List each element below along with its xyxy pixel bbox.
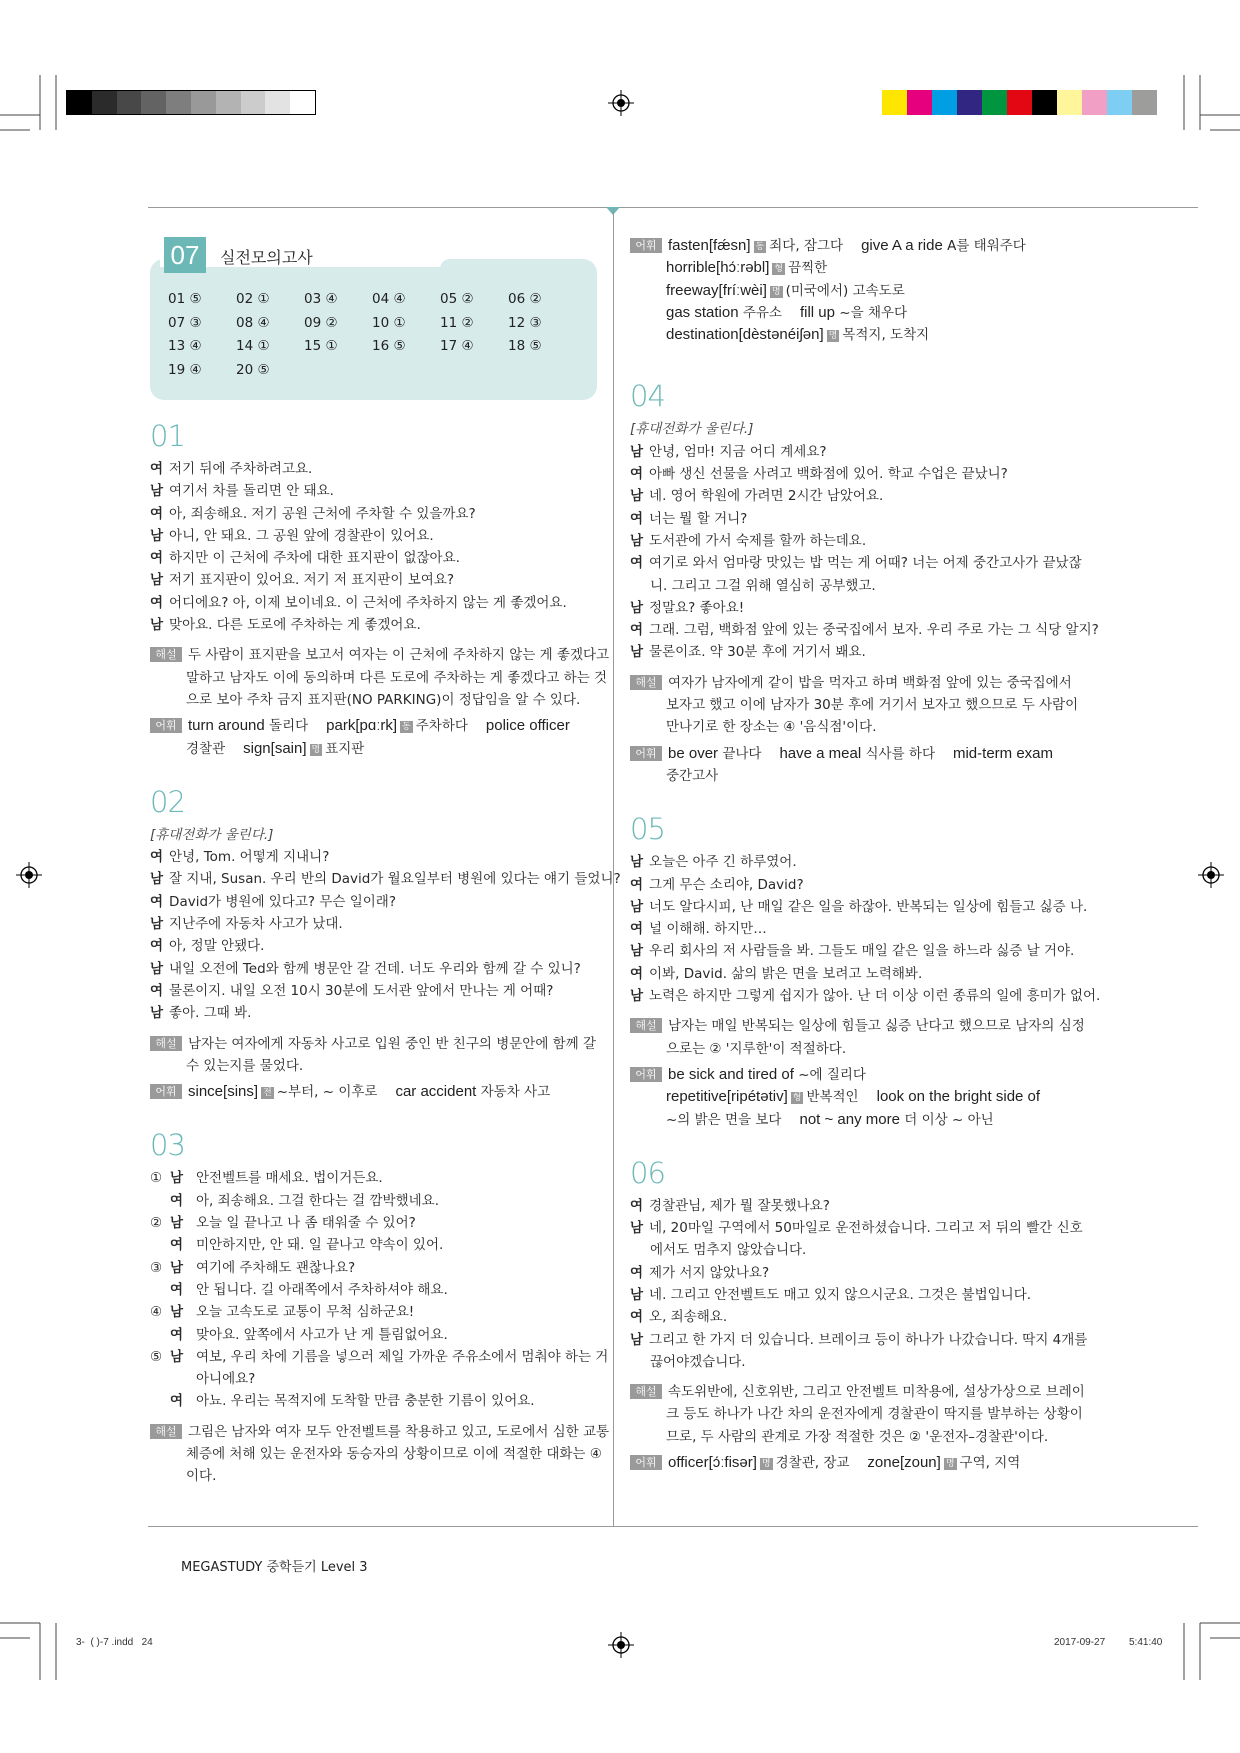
line-text: 정말요? 좋아요! [649, 599, 745, 616]
line-text: 아, 죄송해요. 그걸 한다는 걸 깜박했네요. [196, 1192, 439, 1209]
line-text: 에서도 멈추지 않았습니다. [650, 1242, 807, 1259]
dialogue-line [630, 530, 1085, 552]
vocab-03: 어휘 fasten[fǽsn] 동 죄다, 잠그다 give A a ride A를 태워주다 horrible[hɔ́ːrəbl] 형 끔찍한 freeway[fríːwèi] 명 (미국에서) 고속도로 gas station 주유소 fill up ~을 채우다 destination[dèstənéiʃən] 명 목적지, 도착지 [630, 235, 1085, 346]
vocab-tag: 어휘 [150, 718, 182, 733]
dialogue-line [150, 891, 605, 913]
choice-number: ① [150, 1170, 163, 1187]
line-text: 그래. 그럼, 백화점 앞에 있는 중국집에서 보자. 우리 주로 가는 그 식당 알지? [649, 622, 1099, 639]
line-text: 아빠 생신 선물을 사려고 백화점에 있어. 학교 수업은 끝났니? [649, 466, 1008, 483]
speaker: 여 [170, 1281, 184, 1298]
answer-item: 03 ④ [304, 291, 338, 307]
speaker: 여 [150, 982, 164, 999]
line-text: 니. 그리고 그걸 위해 열심히 공부했고. [650, 577, 876, 594]
dialogue-line [630, 985, 1101, 1007]
speaker: 여 [170, 1393, 184, 1410]
speaker: 남 [630, 1220, 644, 1237]
answer-item: 12 ③ [508, 314, 542, 331]
dialogue-line [150, 958, 605, 980]
registration-mark-left-icon [16, 862, 42, 888]
answer-item: 10 ① [372, 314, 406, 331]
section-number-06: 06 [630, 1155, 665, 1190]
dialogue-line [150, 1324, 605, 1346]
dialogue-line [630, 619, 1099, 641]
speaker: 남 [150, 916, 164, 933]
explanation-tag: 해설 [630, 1018, 662, 1033]
line-text: 저기 표지판이 있어요. 저기 저 표지판이 보여요? [169, 572, 455, 589]
dialogue-line [630, 896, 1088, 918]
dialogue-line [150, 980, 605, 1002]
speaker: 여 [150, 893, 164, 910]
speaker: 남 [170, 1215, 184, 1232]
explanation-04: 해설 여자가 남자에게 같이 밥을 먹자고 하며 백화점 앞에 있는 중국집에서 보자고 했고 이에 남자가 30분 후에 거기서 보자고 했으므로 두 사람이 만나기로 한 장소는 ④ '음식점'이다. [630, 672, 1085, 739]
vocab-06: 어휘 officer[ɔ́ːfisər] 명 경찰관, 장교 zone[zoun] 명 구역, 지역 [630, 1452, 1085, 1474]
line-text: 여보, 우리 차에 기름을 넣으러 제일 가까운 주유소에서 멈춰야 하는 거 [196, 1348, 609, 1365]
line-text: 잘 지내, Susan. 우리 반의 David가 월요일부터 병원에 있다는 얘기 들었니? [169, 871, 621, 888]
dialogue-line [150, 1190, 605, 1212]
speaker: 여 [150, 461, 164, 477]
answer-item: 17 ④ [440, 338, 474, 354]
dialogue-03 [150, 1167, 609, 1412]
speaker: 여 [630, 622, 644, 639]
line-text: 아, 정말 안됐다. [169, 938, 265, 955]
speaker: 남 [170, 1304, 184, 1321]
line-text: 오늘 고속도로 교통이 무척 심하군요! [196, 1304, 415, 1321]
dialogue-line [630, 597, 1085, 619]
dialogue-line [630, 874, 1085, 896]
explanation-02: 해설 남자는 여자에게 자동차 사고로 입원 중인 반 친구의 병문안에 함께 갈 수 있는지를 물었다. [150, 1033, 605, 1078]
explanation-tag: 해설 [630, 1384, 662, 1399]
dialogue-line [630, 1195, 1085, 1217]
answer-key-panel [150, 237, 597, 400]
speaker: 여 [630, 876, 644, 893]
line-text: 우리 회사의 저 사람들을 봐. 그들도 매일 같은 일을 하느라 싫증 날 거야. [649, 943, 1075, 960]
speaker: 여 [150, 594, 164, 611]
dialogue-line [150, 935, 605, 957]
dialogue-line [630, 552, 1085, 574]
dialogue-line [150, 592, 605, 614]
speaker: 여 [630, 1197, 644, 1214]
line-text: 경찰관님, 제가 뭘 잘못했나요? [649, 1197, 830, 1214]
line-text: 너는 뭘 할 거니? [649, 510, 748, 527]
line-text: 맞아요. 앞쪽에서 사고가 난 게 틀림없어요. [196, 1326, 448, 1343]
answer-item: 19 ④ [168, 361, 202, 378]
dialogue-line [150, 1257, 605, 1279]
dialogue-line [630, 575, 1085, 597]
line-text: 오늘 일 끝나고 나 좀 태워줄 수 있어? [196, 1215, 416, 1232]
speaker: 여 [170, 1192, 184, 1209]
speaker: 여 [170, 1326, 184, 1343]
dialogue-line [150, 458, 605, 480]
answer-item: 07 ③ [168, 314, 202, 331]
line-text: 도서관에 가서 숙제를 할까 하는데요. [649, 532, 867, 549]
vocab-05: 어휘 be sick and tired of ~에 질리다 repetitive[ripétətiv] 형 반복적인 look on the bright side of ~의 밝은 면을 보다 not ~ any more 더 이상 ~ 아닌 [630, 1064, 1085, 1131]
line-text: 안녕, Tom. 어떻게 지내니? [169, 849, 330, 866]
section-number-01: 01 [150, 419, 185, 453]
section-number-05: 05 [630, 812, 665, 847]
speaker: 남 [630, 443, 644, 460]
dialogue-line [150, 569, 605, 591]
dialogue-line [150, 1167, 605, 1189]
speaker: 여 [630, 965, 644, 982]
speaker: 여 [630, 555, 644, 572]
line-text: 네. 영어 학원에 가려면 2시간 남았어요. [649, 488, 884, 505]
dialogue-line [630, 441, 1085, 463]
dialogue-01 [150, 458, 605, 636]
line-text: 이봐, David. 삶의 밝은 면을 보려고 노력해봐. [649, 965, 923, 982]
answer-item: 18 ⑤ [508, 338, 542, 354]
vocab-01: 어휘 turn around 돌리다 park[pɑːrk] 동 주차하다 police officer 경찰관 sign[sain] 명 표지판 [150, 715, 605, 760]
explanation-06: 해설 속도위반에, 신호위반, 그리고 안전벨트 미착용에, 설상가상으로 브레이 크 등도 하나가 나간 차의 운전자에게 경찰관이 딱지를 발부하는 상황이 므로, 두 사람의 관계로 가장 적절한 것은 ② '운전자–경찰관'이다. [630, 1381, 1085, 1448]
speaker: 남 [630, 1286, 644, 1303]
dialogue-line [150, 547, 605, 569]
dialogue-line [150, 846, 605, 868]
line-text: 노력은 하지만 그렇게 쉽지가 않아. 난 더 이상 이런 종류의 일에 흥미가 없어. [649, 988, 1101, 1005]
speaker: 남 [150, 871, 164, 888]
explanation-tag: 해설 [150, 647, 182, 662]
section-number-03: 03 [150, 1128, 185, 1163]
dialogue-line [630, 463, 1085, 485]
line-text: 오늘은 아주 긴 하루였어. [649, 854, 797, 871]
dialogue-line [150, 1390, 605, 1412]
left-column [150, 418, 621, 1488]
choice-number: ④ [150, 1304, 163, 1321]
dialogue-line [630, 1329, 1088, 1351]
speaker: 남 [170, 1170, 184, 1187]
dialogue-line [630, 1239, 1085, 1261]
dialogue-05 [630, 851, 1101, 1007]
dialogue-line [150, 1279, 605, 1301]
speaker: 남 [150, 527, 164, 544]
answer-item: 20 ⑤ [236, 361, 270, 378]
choice-number: ② [150, 1215, 163, 1232]
vocab-tag: 어휘 [630, 1067, 662, 1082]
speaker: 여 [170, 1237, 184, 1254]
dialogue-line [150, 1002, 605, 1024]
registration-mark-bottom-icon [608, 1632, 634, 1658]
speaker: 남 [630, 488, 644, 505]
column-divider [613, 208, 614, 1526]
speaker: 여 [630, 1309, 644, 1326]
speaker: 여 [150, 938, 164, 955]
dialogue-line [150, 868, 621, 890]
line-text: David가 병원에 있다고? 무슨 일이래? [169, 893, 397, 910]
vocab-04: 어휘 be over 끝나다 have a meal 식사를 하다 mid-term exam 중간고사 [630, 743, 1085, 788]
line-text: 하지만 이 근처에 주차에 대한 표지판이 없잖아요. [169, 550, 460, 567]
stage-direction-02: [휴대전화가 울린다.] [150, 826, 274, 843]
vocab-tag: 어휘 [630, 238, 662, 253]
section-number-04: 04 [630, 379, 665, 414]
speaker: 남 [150, 483, 164, 500]
explanation-tag: 해설 [150, 1036, 182, 1051]
dialogue-line [630, 1262, 1085, 1284]
dialogue-line [150, 614, 605, 636]
line-text: 제가 서지 않았나요? [649, 1264, 770, 1281]
line-text: 여기서 차를 돌리면 안 돼요. [169, 483, 334, 500]
print-date: 2017-09-27 [1054, 1637, 1106, 1648]
explanation-01: 해설 두 사람이 표지판을 보고서 여자는 이 근처에 주차하지 않는 게 좋겠다고 말하고 남자도 이에 동의하며 다른 도로에 주차하는 게 좋겠다고 하는 것 으로 보아 주차 금지 표지판(NO PARKING)이 정답임을 알 수 있다. [150, 644, 605, 711]
speaker: 남 [630, 898, 644, 915]
test-title: 실전모의고사 [220, 248, 313, 267]
speaker: 남 [630, 943, 644, 960]
speaker: 남 [630, 599, 644, 616]
line-text: 물론이지. 내일 오전 10시 30분에 도서관 앞에서 만나는 게 어때? [169, 982, 554, 999]
speaker: 여 [630, 510, 644, 527]
line-text: 여기로 와서 엄마랑 맛있는 밥 먹는 게 어때? 너는 어제 중간고사가 끝났잖 [649, 555, 1082, 572]
vocab-tag: 어휘 [630, 1455, 662, 1470]
answer-item: 06 ② [508, 291, 542, 307]
line-text: 아, 죄송해요. 저기 공원 근처에 주차할 수 있을까요? [169, 505, 476, 522]
dialogue-06 [630, 1195, 1088, 1373]
speaker: 남 [630, 854, 644, 871]
dialogue-02 [150, 846, 621, 1024]
speaker: 남 [150, 1005, 164, 1022]
line-text: 네, 20마일 구역에서 50마일로 운전하셨습니다. 그리고 저 뒤의 빨간 신호 [649, 1220, 1083, 1237]
speaker: 남 [630, 532, 644, 549]
answer-item: 14 ① [236, 338, 270, 354]
test-number-badge: 07 [164, 237, 206, 273]
answer-item: 13 ④ [168, 338, 202, 354]
dialogue-line [630, 641, 1085, 663]
line-text: 맞아요. 다른 도로에 주차하는 게 좋겠어요. [169, 617, 421, 634]
dialogue-line [630, 508, 1085, 530]
line-text: 물론이죠. 약 30분 후에 거기서 봬요. [649, 644, 866, 661]
line-text: 지난주에 자동차 사고가 났대. [169, 916, 343, 933]
top-rule [148, 207, 1198, 208]
registration-mark-right-icon [1198, 862, 1224, 888]
speaker: 여 [630, 466, 644, 483]
dialogue-line [150, 1301, 605, 1323]
dialogue-line [630, 918, 1085, 940]
print-time: 5:41:40 [1129, 1637, 1163, 1648]
speaker: 남 [630, 988, 644, 1005]
dialogue-04 [630, 441, 1099, 664]
explanation-tag: 해설 [630, 675, 662, 690]
answer-row [168, 338, 576, 362]
speaker: 남 [150, 960, 164, 977]
dialogue-line [630, 1284, 1085, 1306]
dialogue-line [150, 1368, 605, 1390]
section-number-02: 02 [150, 784, 185, 819]
line-text: 끊어야겠습니다. [650, 1353, 746, 1370]
answer-row [168, 362, 576, 386]
vocab-tag: 어휘 [150, 1084, 182, 1099]
line-text: 안전벨트를 매세요. 법이거든요. [196, 1170, 383, 1187]
line-text: 여기에 주차해도 괜찮나요? [196, 1259, 356, 1276]
answer-row [168, 291, 576, 315]
choice-number: ③ [150, 1259, 163, 1276]
registration-mark-top-icon [608, 90, 634, 116]
line-text: 안 됩니다. 길 아래쪽에서 주차하셔야 해요. [196, 1281, 448, 1298]
file-slug: 3- ( )-7 .indd 24 [76, 1637, 153, 1648]
dialogue-line [150, 525, 605, 547]
dialogue-line [630, 1217, 1085, 1239]
explanation-03: 해설 그림은 남자와 여자 모두 안전벨트를 착용하고 있고, 도로에서 심한 교통 체증에 처해 있는 운전자와 동승자의 상황이므로 이에 적절한 대화는 ④ 이다. [150, 1421, 605, 1488]
stage-direction-04: [휴대전화가 울린다.] [630, 421, 754, 438]
answer-item: 05 ② [440, 291, 474, 307]
dialogue-line [630, 851, 1085, 873]
line-text: 오, 죄송해요. [649, 1309, 728, 1326]
answer-item: 15 ① [304, 338, 338, 354]
dialogue-line [630, 485, 1085, 507]
answer-item: 16 ⑤ [372, 338, 406, 354]
speaker: 여 [150, 505, 164, 522]
speaker: 여 [150, 849, 164, 866]
answer-item: 02 ① [236, 291, 270, 307]
line-text: 안녕, 엄마! 지금 어디 계세요? [649, 443, 827, 460]
dialogue-line [150, 503, 605, 525]
line-text: 어디에요? 아, 이제 보이네요. 이 근처에 주차하지 않는 게 좋겠어요. [169, 594, 567, 611]
answer-item: 09 ② [304, 314, 338, 331]
line-text: 아니에요? [196, 1371, 256, 1388]
dialogue-line [630, 1306, 1085, 1328]
dialogue-line [150, 1212, 605, 1234]
dialogue-line [630, 963, 1085, 985]
explanation-05: 해설 남자는 매일 반복되는 일상에 힘들고 싫증 난다고 했으므로 남자의 심정 으로는 ② '지루한'이 적절하다. [630, 1015, 1085, 1060]
speaker: 남 [150, 617, 164, 634]
answer-row [168, 315, 576, 339]
dialogue-line [150, 480, 605, 502]
answer-key-title-tab-bg [440, 259, 590, 281]
answer-item: 04 ④ [372, 291, 406, 307]
right-column [630, 235, 1101, 1474]
speaker: 여 [630, 1264, 644, 1281]
speaker: 남 [630, 644, 644, 661]
line-text: 미안하지만, 안 돼. 일 끝나고 약속이 있어. [196, 1237, 444, 1254]
line-text: 네. 그리고 안전벨트도 매고 있지 않으시군요. 그것은 불법입니다. [649, 1286, 1032, 1303]
vocab-tag: 어휘 [630, 746, 662, 761]
answer-item: 01 ⑤ [168, 291, 202, 307]
dialogue-line [150, 1346, 609, 1368]
explanation-tag: 해설 [150, 1424, 182, 1439]
vocab-02: 어휘 since[sins] 전 ~부터, ~ 이후로 car accident 자동차 사고 [150, 1081, 605, 1103]
speaker: 여 [150, 550, 164, 567]
line-text: 저기 뒤에 주차하려고요. [169, 461, 313, 477]
line-text: 너도 알다시피, 난 매일 같은 일을 하잖아. 반복되는 일상에 힘들고 싫증 나. [649, 898, 1088, 915]
line-text: 그게 무슨 소리야, David? [649, 876, 804, 893]
page-footer-title: MEGASTUDY 중학듣기 Level 3 [181, 1560, 368, 1575]
line-text: 좋아. 그때 봐. [169, 1005, 252, 1022]
speaker: 여 [630, 921, 644, 938]
answer-item: 08 ④ [236, 314, 270, 331]
line-text: 아니, 안 돼요. 그 공원 앞에 경찰관이 있어요. [169, 527, 434, 544]
speaker: 남 [630, 1331, 644, 1348]
speaker: 남 [170, 1348, 184, 1365]
choice-number: ⑤ [150, 1348, 163, 1365]
line-text: 널 이해해. 하지만… [649, 921, 767, 938]
bottom-rule [148, 1526, 1198, 1527]
answer-item: 11 ② [440, 314, 474, 331]
answer-grid [168, 291, 576, 385]
line-text: 그리고 한 가지 더 있습니다. 브레이크 등이 하나가 나갔습니다. 딱지 4개를 [649, 1331, 1088, 1348]
dialogue-line [150, 1234, 605, 1256]
line-text: 내일 오전에 Ted와 함께 병문안 갈 건데. 너도 우리와 함께 갈 수 있니? [169, 960, 581, 977]
line-text: 아뇨. 우리는 목적지에 도착할 만큼 충분한 기름이 있어요. [196, 1393, 535, 1410]
speaker: 남 [150, 572, 164, 589]
dialogue-line [630, 1351, 1085, 1373]
dialogue-line [630, 940, 1085, 962]
speaker: 남 [170, 1259, 184, 1276]
dialogue-line [150, 913, 605, 935]
